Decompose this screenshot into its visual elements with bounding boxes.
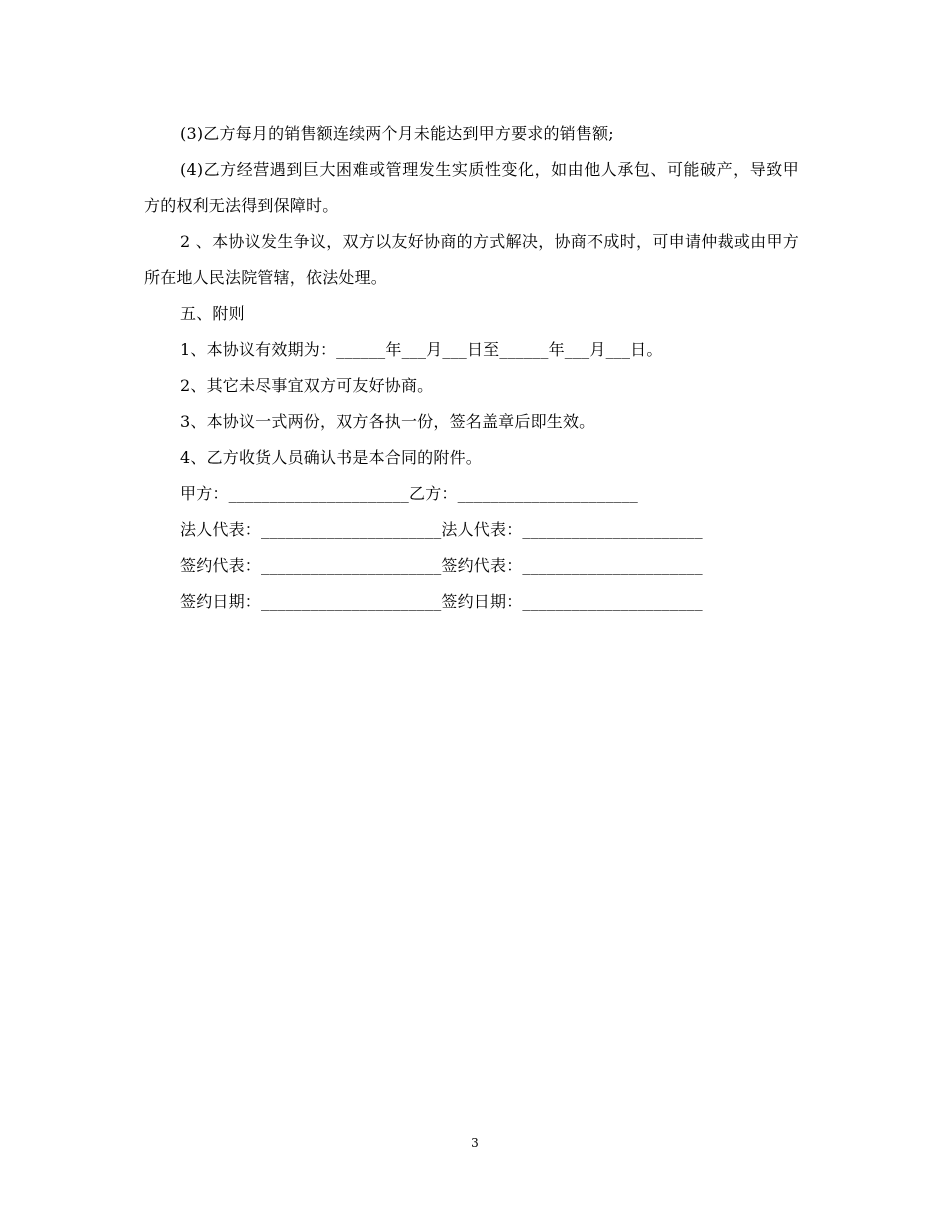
clause-3-text: (3)乙方每月的销售额连续两个月未能达到甲方要求的销售额; xyxy=(180,124,614,143)
signature-date-row: 签约日期：______________________签约日期：______________________ xyxy=(180,592,703,611)
other-matters-text: 2、其它未尽事宜双方可友好协商。 xyxy=(180,376,434,395)
signature-party-row: 甲方：______________________乙方：______________________ xyxy=(180,484,639,503)
signature-block xyxy=(144,476,799,620)
document-body xyxy=(144,116,799,620)
page-number: 3 xyxy=(471,1136,479,1150)
signature-legal-rep-row: 法人代表：______________________法人代表：______________________ xyxy=(180,520,703,539)
dispute-clause-text: 2 、本协议发生争议，双方以友好协商的方式解决，协商不成时，可申请仲裁或由甲方所在地人民法院管辖，依法处理。 xyxy=(144,232,799,287)
attachment-text: 4、乙方收货人员确认书是本合同的附件。 xyxy=(180,448,482,467)
section-heading-supplementary: 五、附则 xyxy=(180,304,245,323)
clause-4-text: (4)乙方经营遇到巨大困难或管理发生实质性变化，如由他人承包、可能破产，导致甲方的权利无法得到保障时。 xyxy=(144,160,799,215)
signature-signing-rep-row: 签约代表：______________________签约代表：______________________ xyxy=(180,556,703,575)
copies-text: 3、本协议一式两份，双方各执一份，签名盖章后即生效。 xyxy=(180,412,596,431)
validity-period-text: 1、本协议有效期为：______年___月___日至______年___月___日。 xyxy=(180,340,663,359)
